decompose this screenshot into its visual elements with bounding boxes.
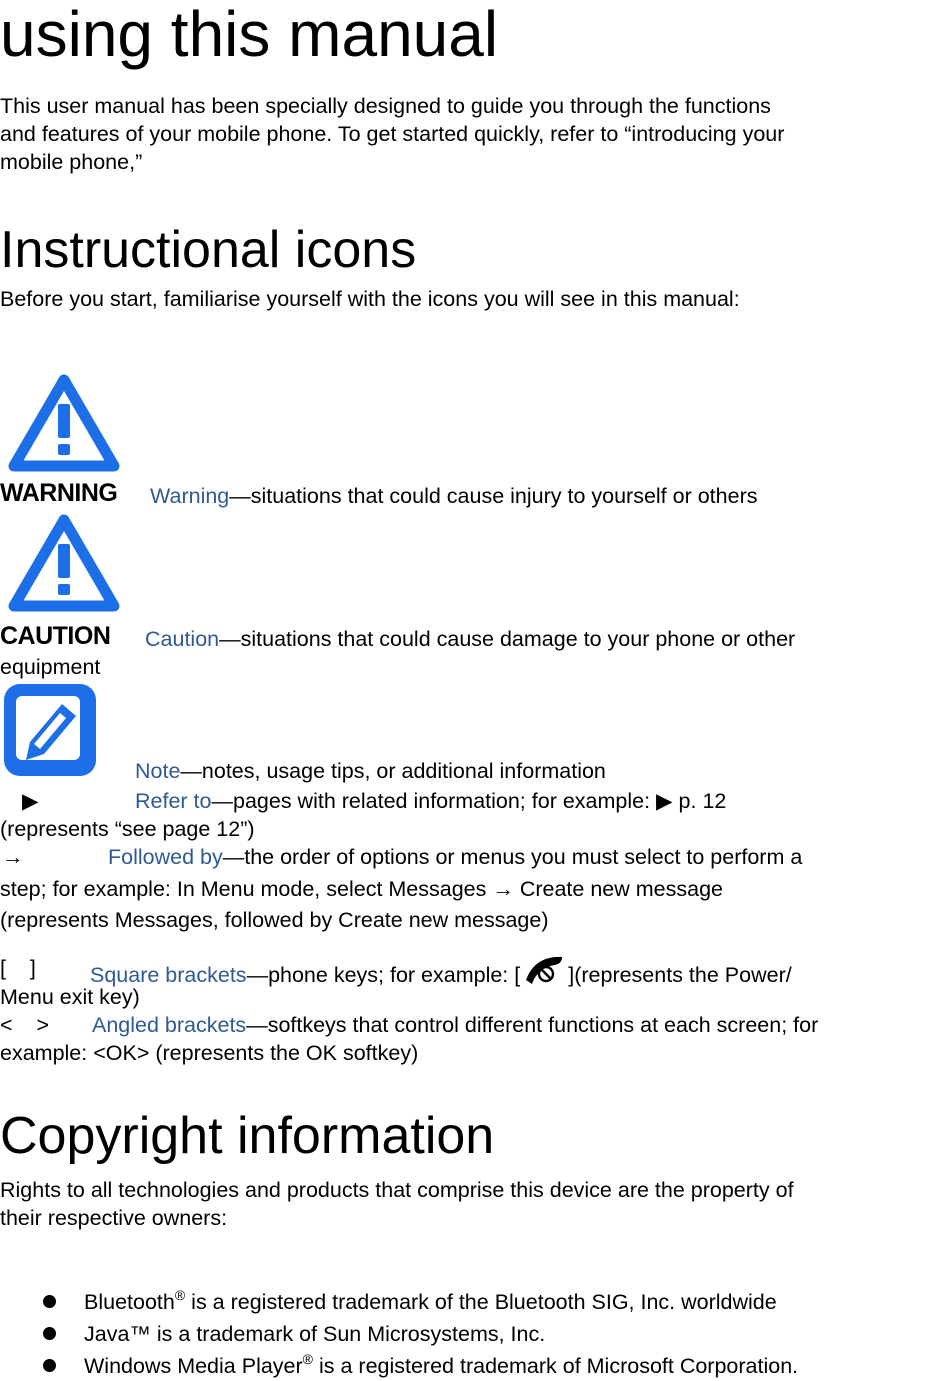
copyright-line-2: their respective owners:	[0, 1206, 228, 1230]
angled-brackets-continued: example: <OK> (represents the OK softkey)	[0, 1041, 419, 1065]
warning-label: WARNING	[0, 479, 118, 507]
caution-icon	[8, 514, 120, 614]
square-brackets-description-end: ](represents the Power/	[568, 963, 792, 987]
intro-line-3: mobile phone,”	[0, 150, 143, 174]
caution-continued: equipment	[0, 655, 101, 679]
square-brackets-continued: Menu exit key)	[0, 985, 140, 1009]
square-brackets-term: Square brackets	[90, 963, 247, 987]
followed-by-term: Followed by	[108, 845, 223, 869]
refer-description: —pages with related information; for example: ▶ p. 12	[211, 789, 727, 813]
registered-mark: ®	[174, 1287, 186, 1303]
instructional-icons-heading: Instructional icons	[0, 221, 417, 279]
angled-brackets-symbol: < >	[0, 1013, 50, 1037]
note-icon	[0, 680, 100, 780]
note-term: Note	[135, 759, 181, 783]
caution-term: Caution	[145, 627, 220, 651]
trademark-text: is a registered trademark of the Bluetooth SIG, Inc. worldwide	[185, 1290, 777, 1314]
page-title: using this manual	[0, 0, 499, 70]
copyright-line-1: Rights to all technologies and products that comprise this device are the property of	[0, 1178, 794, 1202]
note-description: —notes, usage tips, or additional information	[180, 759, 606, 783]
intro-line-2: and features of your mobile phone. To get started quickly, refer to “introducing your	[0, 122, 785, 146]
bullet-icon	[43, 1295, 56, 1308]
warning-icon	[8, 374, 120, 474]
refer-continued: (represents “see page 12”)	[0, 817, 255, 841]
list-item	[84, 1352, 798, 1380]
intro-line-1: This user manual has been specially designed to guide you through the functions	[0, 94, 771, 118]
followed-by-line-2: step; for example: In Menu mode, select Messages → Create new message	[0, 877, 723, 901]
warning-description: —situations that could cause injury to yourself or others	[229, 484, 758, 508]
trademark-name: Windows Media Player	[84, 1354, 303, 1378]
refer-arrow-icon: ▶	[22, 789, 39, 813]
followed-by-description: —the order of options or menus you must select to perform a	[222, 845, 803, 869]
power-end-key-icon	[522, 954, 566, 988]
caution-label: CAUTION	[0, 622, 111, 650]
trademark-text: is a registered trademark of Microsoft Corporation.	[313, 1354, 799, 1378]
bullet-icon	[43, 1327, 56, 1340]
bullet-icon	[43, 1359, 56, 1372]
followed-by-line-3: (represents Messages, followed by Create new message)	[0, 908, 549, 932]
registered-mark: ®	[302, 1351, 313, 1367]
angled-brackets-term: Angled brackets	[92, 1013, 247, 1037]
trademark-name: Java™ is a trademark of Sun Microsystems, Inc.	[84, 1322, 546, 1346]
warning-term: Warning	[150, 484, 230, 508]
square-brackets-symbol: [ ]	[0, 956, 36, 980]
angled-brackets-description: —softkeys that control different functions at each screen; for	[246, 1013, 819, 1037]
list-item	[84, 1288, 777, 1316]
trademark-name: Bluetooth	[84, 1290, 175, 1314]
refer-term: Refer to	[135, 789, 212, 813]
square-brackets-description: —phone keys; for example: [	[246, 963, 521, 987]
followed-by-arrow-icon: →	[2, 845, 24, 869]
copyright-heading: Copyright information	[0, 1107, 495, 1165]
instructional-lead: Before you start, familiarise yourself with the icons you will see in this manual:	[0, 287, 740, 311]
list-item	[84, 1320, 545, 1348]
caution-description: —situations that could cause damage to your phone or other	[219, 627, 796, 651]
